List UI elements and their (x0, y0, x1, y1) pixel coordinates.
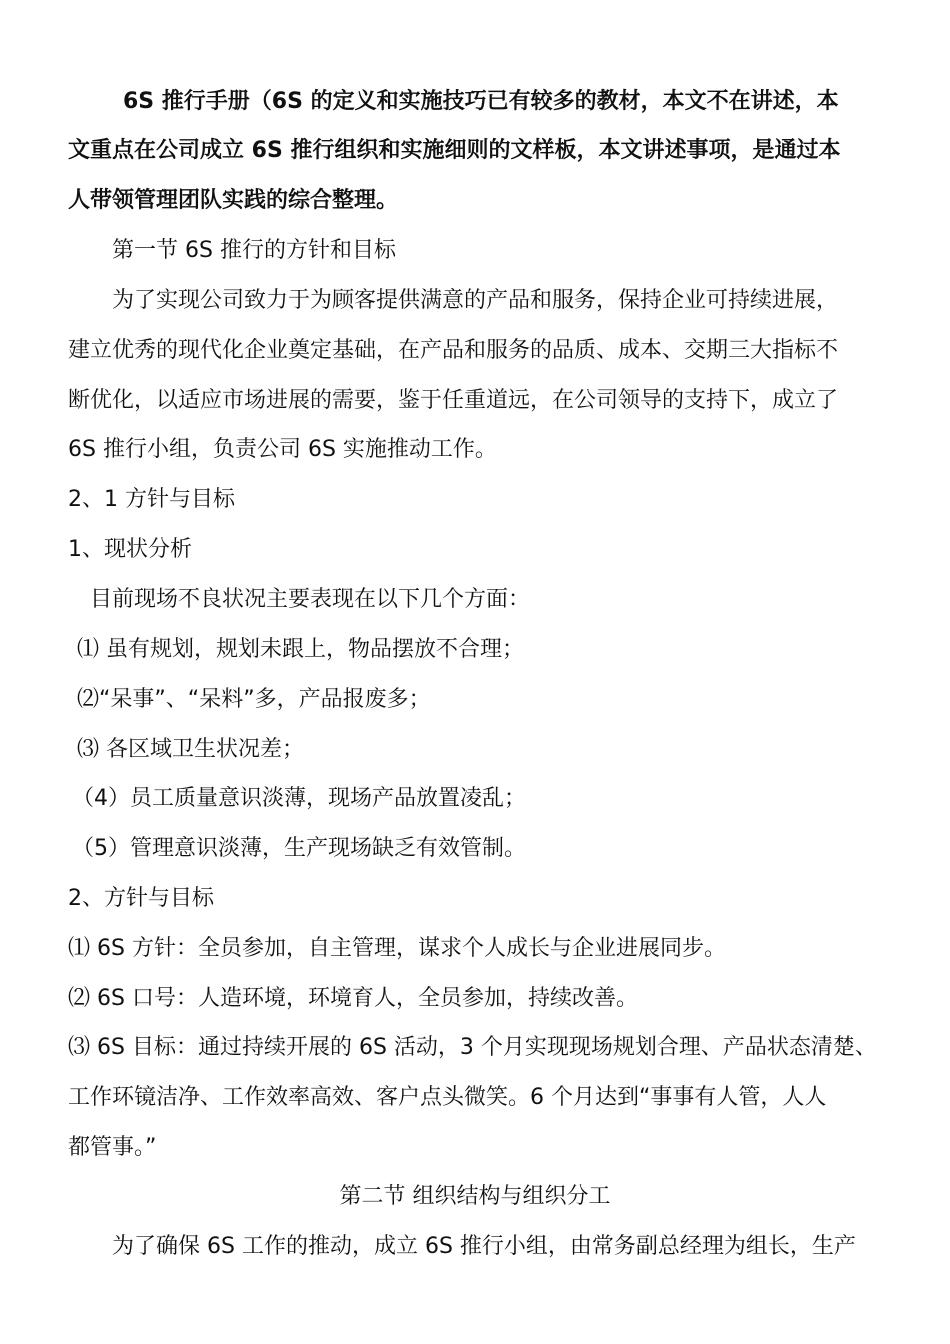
intro-line-3: 人带领管理团队实践的综合整理。 (68, 188, 399, 213)
section1-para-line-1: 为了实现公司致力于为顾客提供满意的产品和服务，保持企业可持续进展， (112, 288, 839, 313)
policy-item-3-cont-2: 都管事。” (68, 1135, 157, 1160)
status-item-4: （4）员工质量意识淡薄，现场产品放置凌乱； (72, 786, 526, 811)
policy-subheading: 2、1 方针与目标 (68, 487, 235, 512)
intro-line-1: 6S 推行手册（6S 的定义和实施技巧已有较多的教材，本文不在讲述，本 (123, 89, 839, 114)
section1-para-line-3: 断优化，以适应市场进展的需要，鉴于任重道远，在公司领导的支持下，成立了 (68, 388, 839, 413)
status-item-5: （5）管理意识淡薄，生产现场缺乏有效管制。 (72, 836, 526, 861)
policy-item-3: ⑶ 6S 目标：通过持续开展的 6S 活动，3 个月实现现场规划合理、产品状态清楚、 (68, 1035, 877, 1060)
section2-heading: 第二节 组织结构与组织分工 (339, 1184, 611, 1209)
policy-item-2: ⑵ 6S 口号：人造环境，环境育人，全员参加，持续改善。 (68, 986, 638, 1011)
status-analysis-title: 1、现状分析 (68, 537, 192, 562)
section2-para-line-1: 为了确保 6S 工作的推动，成立 6S 推行小组，由常务副总经理为组长，生产 (112, 1234, 856, 1259)
section1-heading: 第一节 6S 推行的方针和目标 (112, 238, 396, 263)
policy-title: 2、方针与目标 (68, 886, 214, 911)
section1-para-line-2: 建立优秀的现代化企业奠定基础，在产品和服务的品质、成本、交期三大指标不 (68, 338, 839, 363)
section1-para-line-4: 6S 推行小组，负责公司 6S 实施推动工作。 (68, 437, 497, 462)
intro-line-2: 文重点在公司成立 6S 推行组织和实施细则的文样板，本文讲述事项，是通过本 (68, 138, 841, 163)
policy-item-1: ⑴ 6S 方针：全员参加，自主管理，谋求个人成长与企业进展同步。 (68, 936, 726, 961)
status-item-3: ⑶ 各区域卫生状况差； (77, 737, 304, 762)
status-analysis-intro: 目前现场不良状况主要表现在以下几个方面： (90, 587, 531, 612)
policy-item-3-cont-1: 工作环镜洁净、工作效率高效、客户点头微笑。6 个月达到“事事有人管，人人 (68, 1085, 827, 1110)
status-item-2: ⑵“呆事”、“呆料”多，产品报废多； (77, 687, 431, 712)
status-item-1: ⑴ 虽有规划，规划未跟上，物品摆放不合理； (77, 637, 524, 662)
